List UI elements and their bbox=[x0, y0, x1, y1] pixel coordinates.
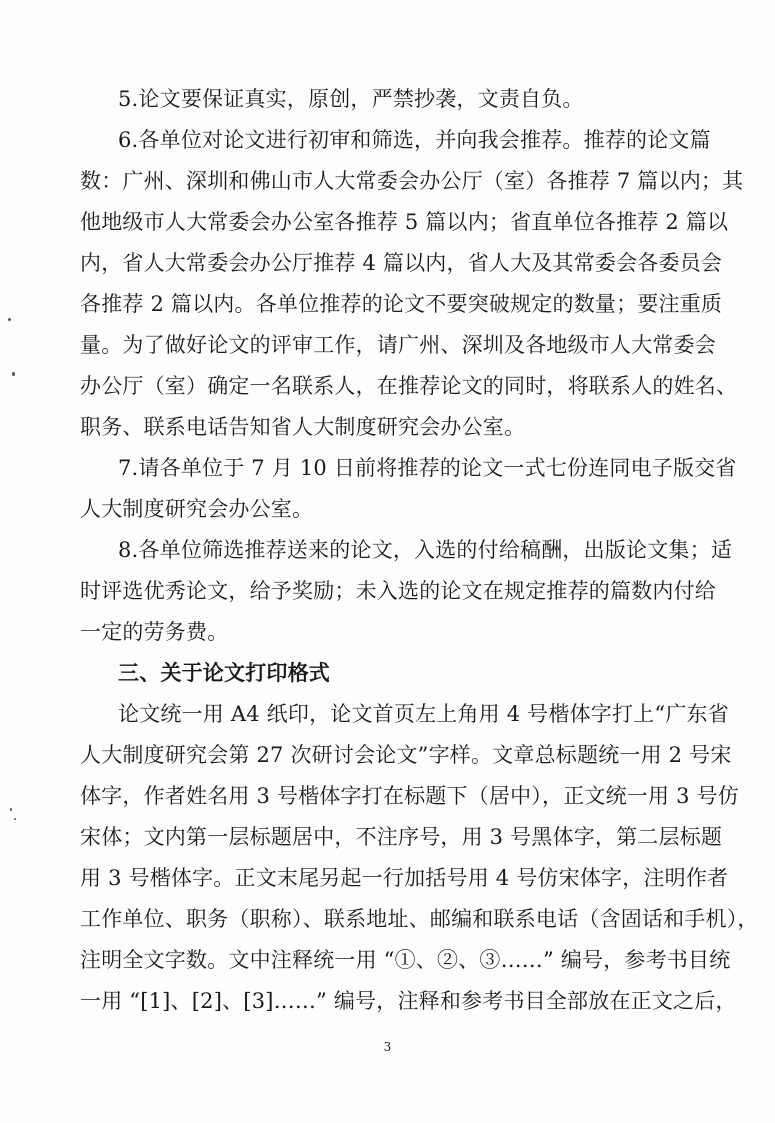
format-paragraph-line-4: 宋体；文内第一层标题居中，不注序号，用 3 号黑体字，第二层标题 bbox=[80, 825, 723, 849]
paragraph-item-6-line-3: 他地级市人大常委会办公室各推荐 5 篇以内；省直单位各推荐 2 篇以 bbox=[80, 210, 729, 234]
paragraph-item-6-line-7: 办公厅（室）确定一名联系人，在推荐论文的同时，将联系人的姓名、 bbox=[80, 374, 738, 398]
scan-speck bbox=[12, 372, 15, 376]
page-number: 3 bbox=[383, 1040, 392, 1054]
paragraph-item-6-line-8: 职务、联系电话告知省人大制度研究会办公室。 bbox=[80, 415, 526, 439]
paragraph-item-5: 5.论文要保证真实，原创，严禁抄袭，文责自负。 bbox=[118, 87, 584, 111]
scan-speck bbox=[8, 318, 11, 321]
format-paragraph-line-6: 工作单位、职务（职称）、联系地址、邮编和联系电话（含固话和手机）， bbox=[80, 907, 759, 931]
paragraph-item-8-line-1: 8.各单位筛选推荐送来的论文，入选的付给稿酬，出版论文集；适 bbox=[118, 538, 733, 562]
section-heading-print-format: 三、关于论文打印格式 bbox=[118, 661, 330, 685]
paragraph-item-6-line-2: 数：广州、深圳和佛山市人大常委会办公厅（室）各推荐 7 篇以内；其 bbox=[80, 169, 744, 193]
format-paragraph-line-3: 体字，作者姓名用 3 号楷体字打在标题下（居中），正文统一用 3 号仿 bbox=[80, 784, 739, 808]
paragraph-item-6-line-5: 各推荐 2 篇以内。各单位推荐的论文不要突破规定的数量；要注重质 bbox=[80, 292, 723, 316]
format-paragraph-line-2: 人大制度研究会第 27 次研讨会论文”字样。文章总标题统一用 2 号宋 bbox=[80, 743, 732, 767]
paragraph-item-6-line-6: 量。为了做好论文的评审工作，请广州、深圳及各地级市人大常委会 bbox=[80, 333, 716, 357]
format-paragraph-line-8: 一用 “[1]、[2]、[3]……” 编号，注释和参考书目全部放在正文之后， bbox=[80, 989, 737, 1013]
scan-speck bbox=[10, 808, 12, 811]
format-paragraph-line-1: 论文统一用 A4 纸印，论文首页左上角用 4 号楷体字打上“广东省 bbox=[118, 702, 729, 726]
paragraph-item-8-line-3: 一定的劳务费。 bbox=[80, 620, 229, 644]
paragraph-item-7-line-2: 人大制度研究会办公室。 bbox=[80, 497, 314, 521]
paragraph-item-6-line-4: 内，省人大常委会办公厅推荐 4 篇以内，省人大及其常委会各委员会 bbox=[80, 251, 723, 275]
scan-speck bbox=[14, 818, 16, 820]
format-paragraph-line-5: 用 3 号楷体字。正文末尾另起一行加括号用 4 号仿宋体字，注明作者 bbox=[80, 866, 729, 890]
paragraph-item-7-line-1: 7.请各单位于 7 月 10 日前将推荐的论文一式七份连同电子版交省 bbox=[118, 456, 737, 480]
paragraph-item-8-line-2: 时评选优秀论文，给予奖励；未入选的论文在规定推荐的篇数内付给 bbox=[80, 579, 716, 603]
format-paragraph-line-7: 注明全文字数。文中注释统一用 “①、②、③……” 编号，参考书目统 bbox=[80, 948, 731, 972]
paragraph-item-6-line-1: 6.各单位对论文进行初审和筛选，并向我会推荐。推荐的论文篇 bbox=[118, 128, 711, 152]
